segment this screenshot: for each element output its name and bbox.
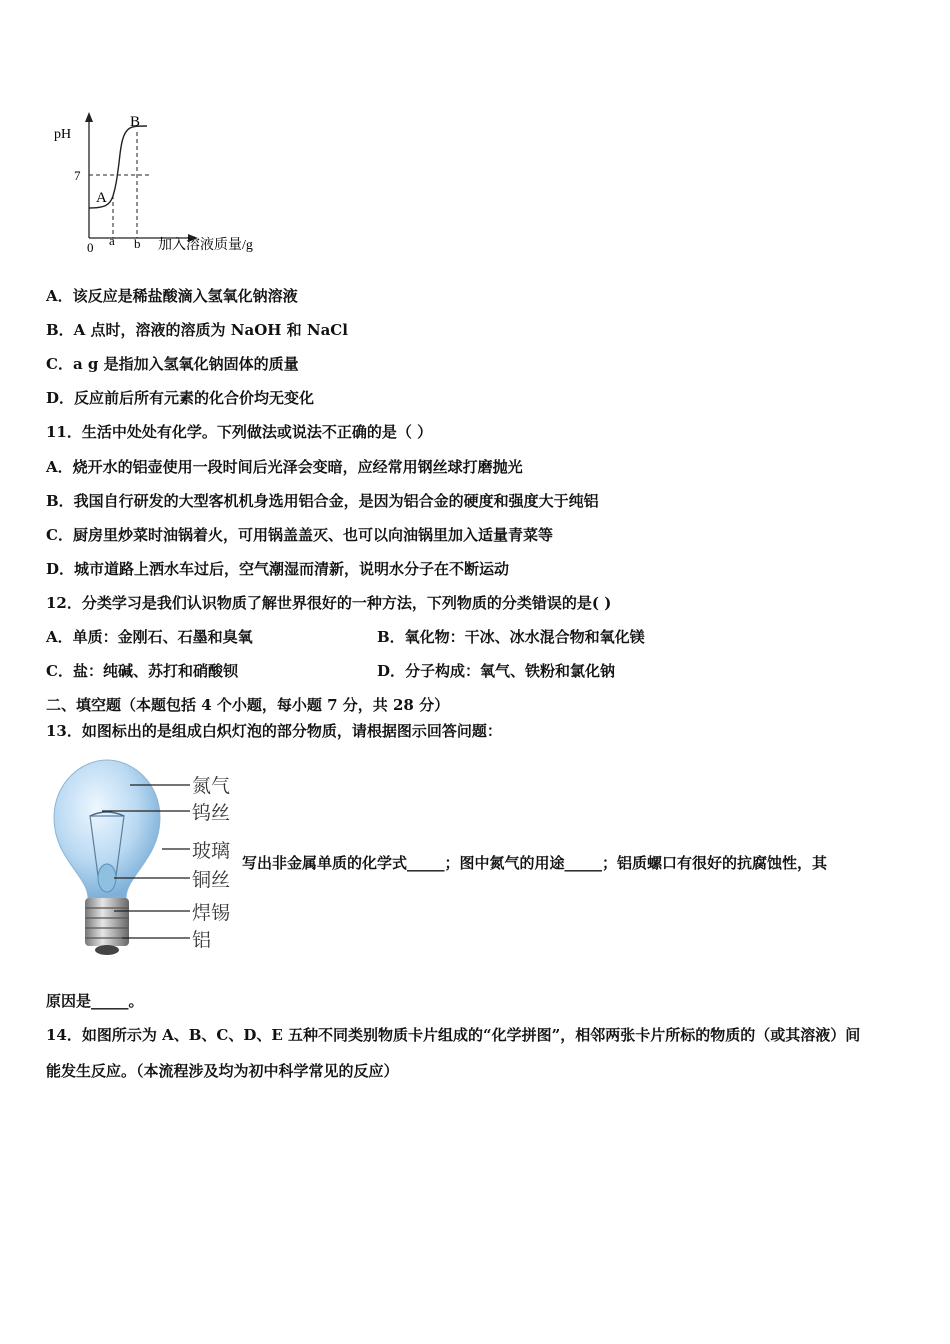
bulb-label-solder: 焊锡 — [192, 902, 231, 924]
bulb-label-glass: 玻璃 — [192, 840, 231, 862]
y-axis-arrow — [85, 112, 93, 122]
x-axis-label: 加入溶液质量/g — [158, 238, 253, 253]
q12-option-c: C．盐：纯碱、苏打和硝酸钡 — [46, 662, 238, 680]
origin-label: 0 — [87, 240, 94, 255]
base-tip — [95, 945, 119, 955]
q11-option-a: A．烧开水的铝壶使用一段时间后光泽会变暗，应经常用钢丝球打磨抛光 — [46, 458, 523, 476]
q10-option-d: D．反应前后所有元素的化合价均无变化 — [46, 389, 315, 407]
ph-titration-graph — [50, 108, 290, 258]
q11-option-b: B．我国自行研发的大型客机机身选用铝合金，是因为铝合金的硬度和强度大于纯铝 — [46, 492, 599, 510]
q14-line2: 能发生反应。（本流程涉及均为初中科学常见的反应） — [46, 1062, 399, 1080]
q14-line1: 14．如图所示为 A、B、C、D、E 五种不同类别物质卡片组成的“化学拼图”，相邻两张卡片所标的物质的（或其溶液）间 — [46, 1026, 861, 1044]
bulb-label-aluminum: 铝 — [192, 929, 212, 951]
q13-question-cont: 原因是_____。 — [46, 992, 144, 1010]
q12-stem: 12．分类学习是我们认识物质了解世界很好的一种方法，下列物质的分类错误的是( ) — [46, 594, 612, 612]
q10-option-b: B．A 点时，溶液的溶质为 NaOH 和 NaCl — [46, 321, 348, 339]
point-a-label: A — [96, 190, 107, 206]
q12-option-a: A．单质：金刚石、石墨和臭氧 — [46, 628, 253, 646]
point-b-label: B — [130, 114, 141, 130]
bulb-label-nitrogen: 氮气 — [192, 775, 231, 797]
q12-option-b: B．氧化物：干冰、冰水混合物和氧化镁 — [377, 628, 645, 646]
light-bulb-figure — [52, 758, 242, 958]
q10-option-a: A．该反应是稀盐酸滴入氢氧化钠溶液 — [46, 287, 298, 305]
bulb-base — [85, 898, 129, 946]
bulb-label-copper: 铜丝 — [192, 869, 231, 891]
q12-option-d: D．分子构成：氧气、铁粉和氯化钠 — [377, 662, 616, 680]
glass-stem — [98, 864, 116, 892]
section-heading: 二、填空题（本题包括 4 个小题，每小题 7 分，共 28 分） — [46, 696, 450, 714]
q11-option-d: D．城市道路上洒水车过后，空气潮湿而清新，说明水分子在不断运动 — [46, 560, 510, 578]
q13-question: 写出非金属单质的化学式_____；图中氮气的用途_____；铝质螺口有很好的抗腐蚀性，其 — [242, 854, 828, 872]
y-axis-label: pH — [54, 127, 72, 142]
y-tick-7: 7 — [74, 168, 81, 183]
q13-stem: 13．如图标出的是组成白炽灯泡的部分物质，请根据图示回答问题： — [46, 722, 502, 740]
q11-option-c: C．厨房里炒菜时油锅着火，可用锅盖盖灭、也可以向油锅里加入适量青菜等 — [46, 526, 553, 544]
x-tick-a: a — [109, 233, 115, 248]
q10-option-c: C．a g 是指加入氢氧化钠固体的质量 — [46, 355, 299, 373]
bulb-label-tungsten: 钨丝 — [192, 802, 231, 824]
x-tick-b: b — [134, 236, 141, 251]
q11-stem: 11．生活中处处有化学。下列做法或说法不正确的是（ ） — [46, 423, 433, 441]
